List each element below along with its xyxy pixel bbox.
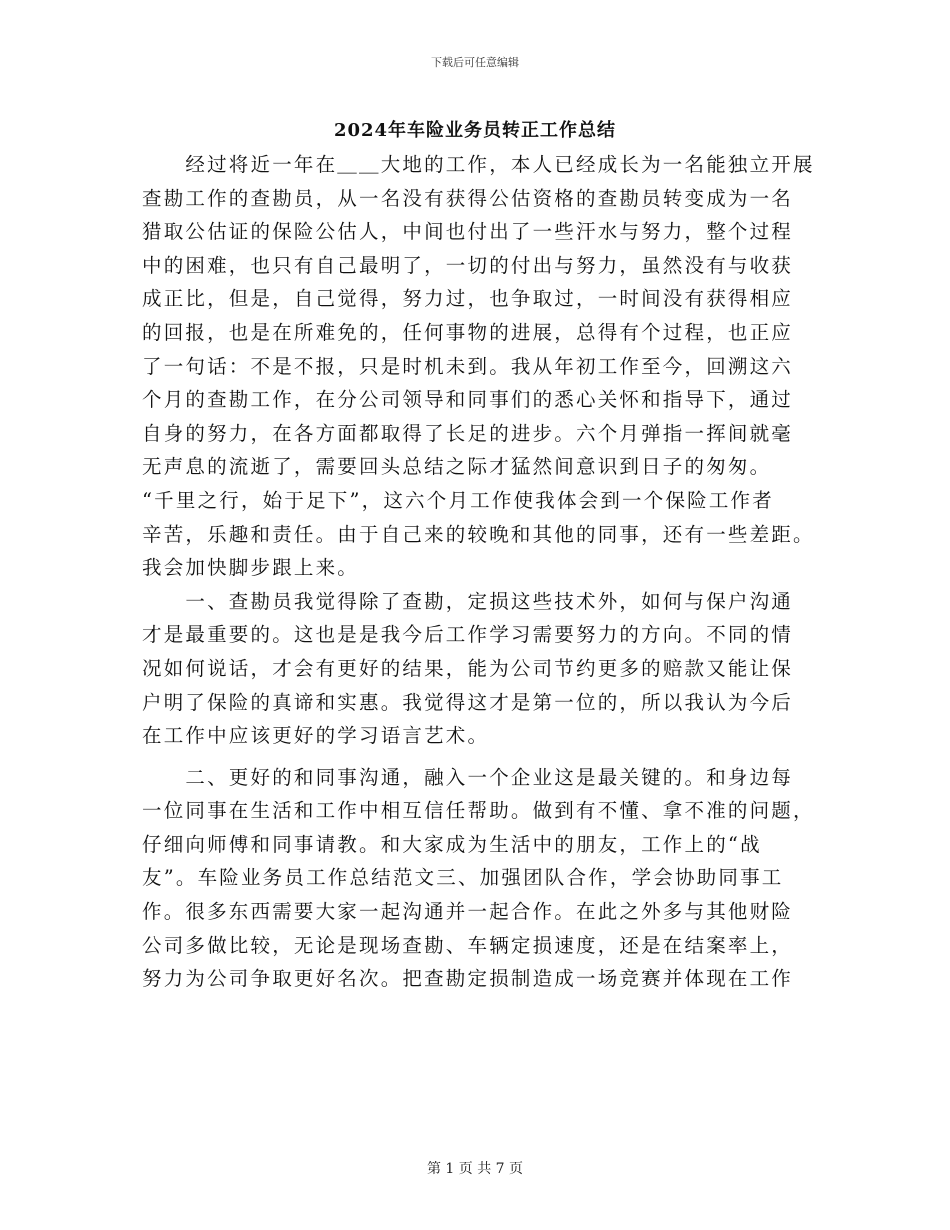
body-line: 的回报，也是在所难免的，任何事物的进展，总得有个过程，也正应 [142,320,794,344]
body-line: 一、查勘员我觉得除了查勘，定损这些技术外，如何与保户沟通 [142,589,794,613]
body-line: 无声息的流逝了，需要回头总结之际才猛然间意识到日子的匆匆。 [142,455,772,479]
body-line: 成正比，但是，自己觉得，努力过，也争取过，一时间没有获得相应 [142,287,794,311]
page-number: 第 1 页 共 7 页 [426,1161,524,1177]
body-line: 作。很多东西需要大家一起沟通并一起合作。在此之外多与其他财险 [142,900,794,924]
body-line: 中的困难，也只有自己最明了，一切的付出与努力，虽然没有与收获 [142,253,794,277]
body-line: 辛苦，乐趣和责任。由于自己来的较晚和其他的同事，还有一些差距。 [142,522,815,546]
body-line: 仔细向师傅和同事请教。和大家成为生活中的朋友，工作上的“战 [142,832,762,856]
body-line: 查勘工作的查勘员，从一名没有获得公估资格的查勘员转变成为一名 [142,186,794,210]
body-line: 猎取公估证的保险公估人，中间也付出了一些汗水与努力，整个过程 [142,220,794,244]
paragraph-gap [142,753,812,761]
body-line: 二、更好的和同事沟通，融入一个企业这是最关键的。和身边每 [142,765,794,789]
body-line: 我会加快脚步跟上来。 [142,556,360,580]
body-line: 一位同事在生活和工作中相互信任帮助。做到有不懂、拿不准的问题， [142,799,815,823]
document-title: 2024年车险业务员转正工作总结 [333,120,617,141]
body-line: 况如何说话，才会有更好的结果，能为公司节约更多的赔款又能让保 [142,656,794,680]
body-line: 公司多做比较，无论是现场查勘、车辆定损速度，还是在结案率上， [142,933,794,957]
header-note: 下载后可任意编辑 [431,56,519,69]
body-line: “千里之行，始于足下”，这六个月工作使我体会到一个保险工作者 [142,488,774,512]
body-line: 自身的努力，在各方面都取得了长足的进步。六个月弹指一挥间就毫 [142,421,794,445]
body-line: 努力为公司争取更好名次。把查勘定损制造成一场竞赛并体现在工作 [142,967,794,991]
body-line: 友”。车险业务员工作总结范文三、加强团队合作，学会协助同事工 [142,866,784,890]
body-line: 才是最重要的。这也是是我今后工作学习需要努力的方向。不同的情 [142,623,794,647]
body-line: 经过将近一年在＿＿大地的工作，本人已经成长为一名能独立开展 [142,153,815,176]
body-line: 户明了保险的真谛和实惠。我觉得这才是第一位的，所以我认为今后 [142,690,794,714]
document-body [142,148,815,996]
body-line: 在工作中应该更好的学习语言艺术。 [142,724,490,748]
body-line: 了一句话：不是不报，只是时机未到。我从年初工作至今，回溯这六 [142,354,794,378]
body-line: 个月的查勘工作，在分公司领导和同事们的悉心关怀和指导下，通过 [142,388,794,412]
